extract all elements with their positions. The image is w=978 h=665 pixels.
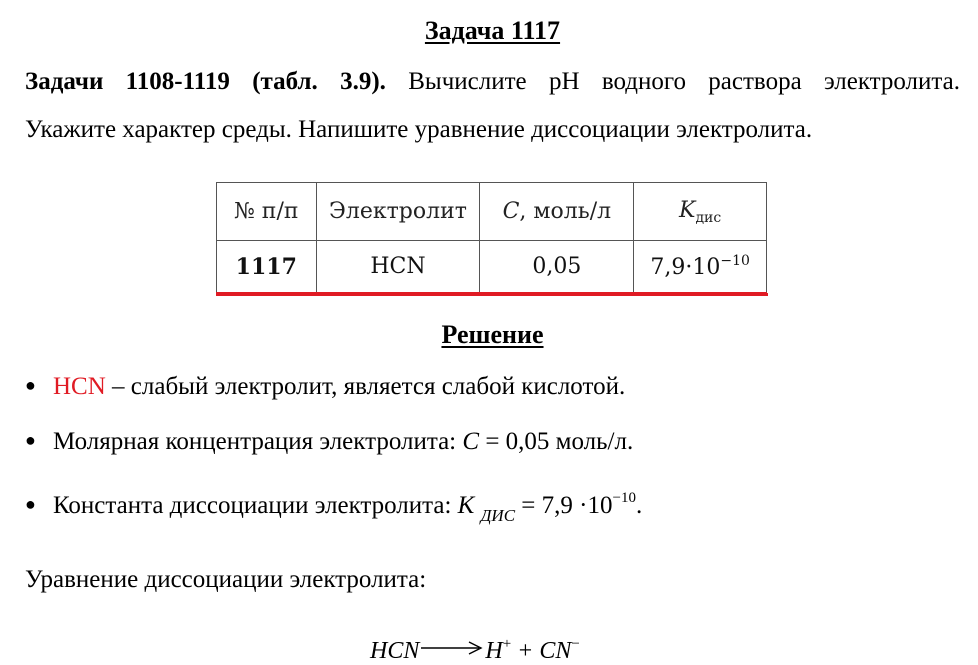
- concentration-var: C: [462, 428, 480, 455]
- header-electrolyte: Электролит: [316, 183, 480, 241]
- bullet-icon: ●: [25, 375, 36, 395]
- header-concentration-var: С: [502, 199, 520, 224]
- solution-title: Решение: [441, 320, 544, 349]
- problem-task: Вычислите pH водного раствора электролита.: [385, 68, 960, 95]
- cell-number: 1117: [217, 241, 317, 294]
- header-k-sub: дис: [695, 209, 722, 226]
- bullet-icon: ●: [25, 430, 36, 450]
- problem-statement-line2: Укажите характер среды. Напишите уравнение диссоциации электролита.: [25, 116, 813, 143]
- kdis-exp: −10: [612, 490, 636, 506]
- eq-product2-charge: −: [571, 636, 580, 652]
- list-item: [25, 428, 633, 456]
- cell-kdis: [634, 241, 767, 294]
- header-kdis: [634, 183, 767, 241]
- bullet-end: .: [626, 428, 634, 455]
- eq-plus: +: [511, 638, 540, 664]
- bullet-end: .: [635, 492, 643, 519]
- problem-statement-line1: [25, 68, 960, 96]
- header-concentration-unit: , моль/л: [519, 199, 612, 224]
- problem-reference: Задачи 1108-1119 (табл. 3.9).: [25, 68, 386, 95]
- eq-product1-charge: +: [502, 636, 512, 652]
- list-item: [25, 490, 642, 526]
- list-item: [25, 373, 625, 401]
- eq-product2: CN: [539, 638, 572, 664]
- header-number: № п/п: [217, 183, 317, 241]
- kdis-sub: ДИС: [480, 506, 516, 525]
- header-k-var: K: [679, 197, 696, 223]
- kdis-var: K: [457, 492, 475, 519]
- equation-heading: Уравнение диссоциации электролита:: [25, 566, 427, 593]
- concentration-value: = 0,05 моль/л: [479, 428, 627, 455]
- data-table: [216, 182, 767, 295]
- kdis-value: = 7,9 ·10: [515, 492, 613, 519]
- table-header-row: [217, 183, 767, 241]
- cell-kdis-base: 7,9·10: [650, 255, 721, 280]
- bullet-icon: ●: [25, 494, 36, 514]
- page-title: Задача 1117: [424, 16, 561, 45]
- eq-product1: H: [485, 638, 503, 664]
- cell-electrolyte: HCN: [316, 241, 480, 294]
- table-red-underline: [216, 293, 768, 296]
- reaction-arrow-icon: [419, 636, 485, 656]
- cell-kdis-exp: −10: [720, 253, 750, 269]
- cell-concentration: 0,05: [480, 241, 634, 294]
- table-row: [217, 241, 767, 294]
- bullet-text: Константа диссоциации электролита:: [53, 492, 458, 519]
- highlight-hcn: HCN: [53, 373, 106, 400]
- bullet-text: Молярная концентрация электролита:: [53, 428, 463, 455]
- bullet-text: – слабый электролит, является слабой кислотой.: [105, 373, 626, 400]
- eq-reactant: HCN: [370, 638, 420, 664]
- dissociation-equation: [370, 636, 580, 665]
- header-concentration: [480, 183, 634, 241]
